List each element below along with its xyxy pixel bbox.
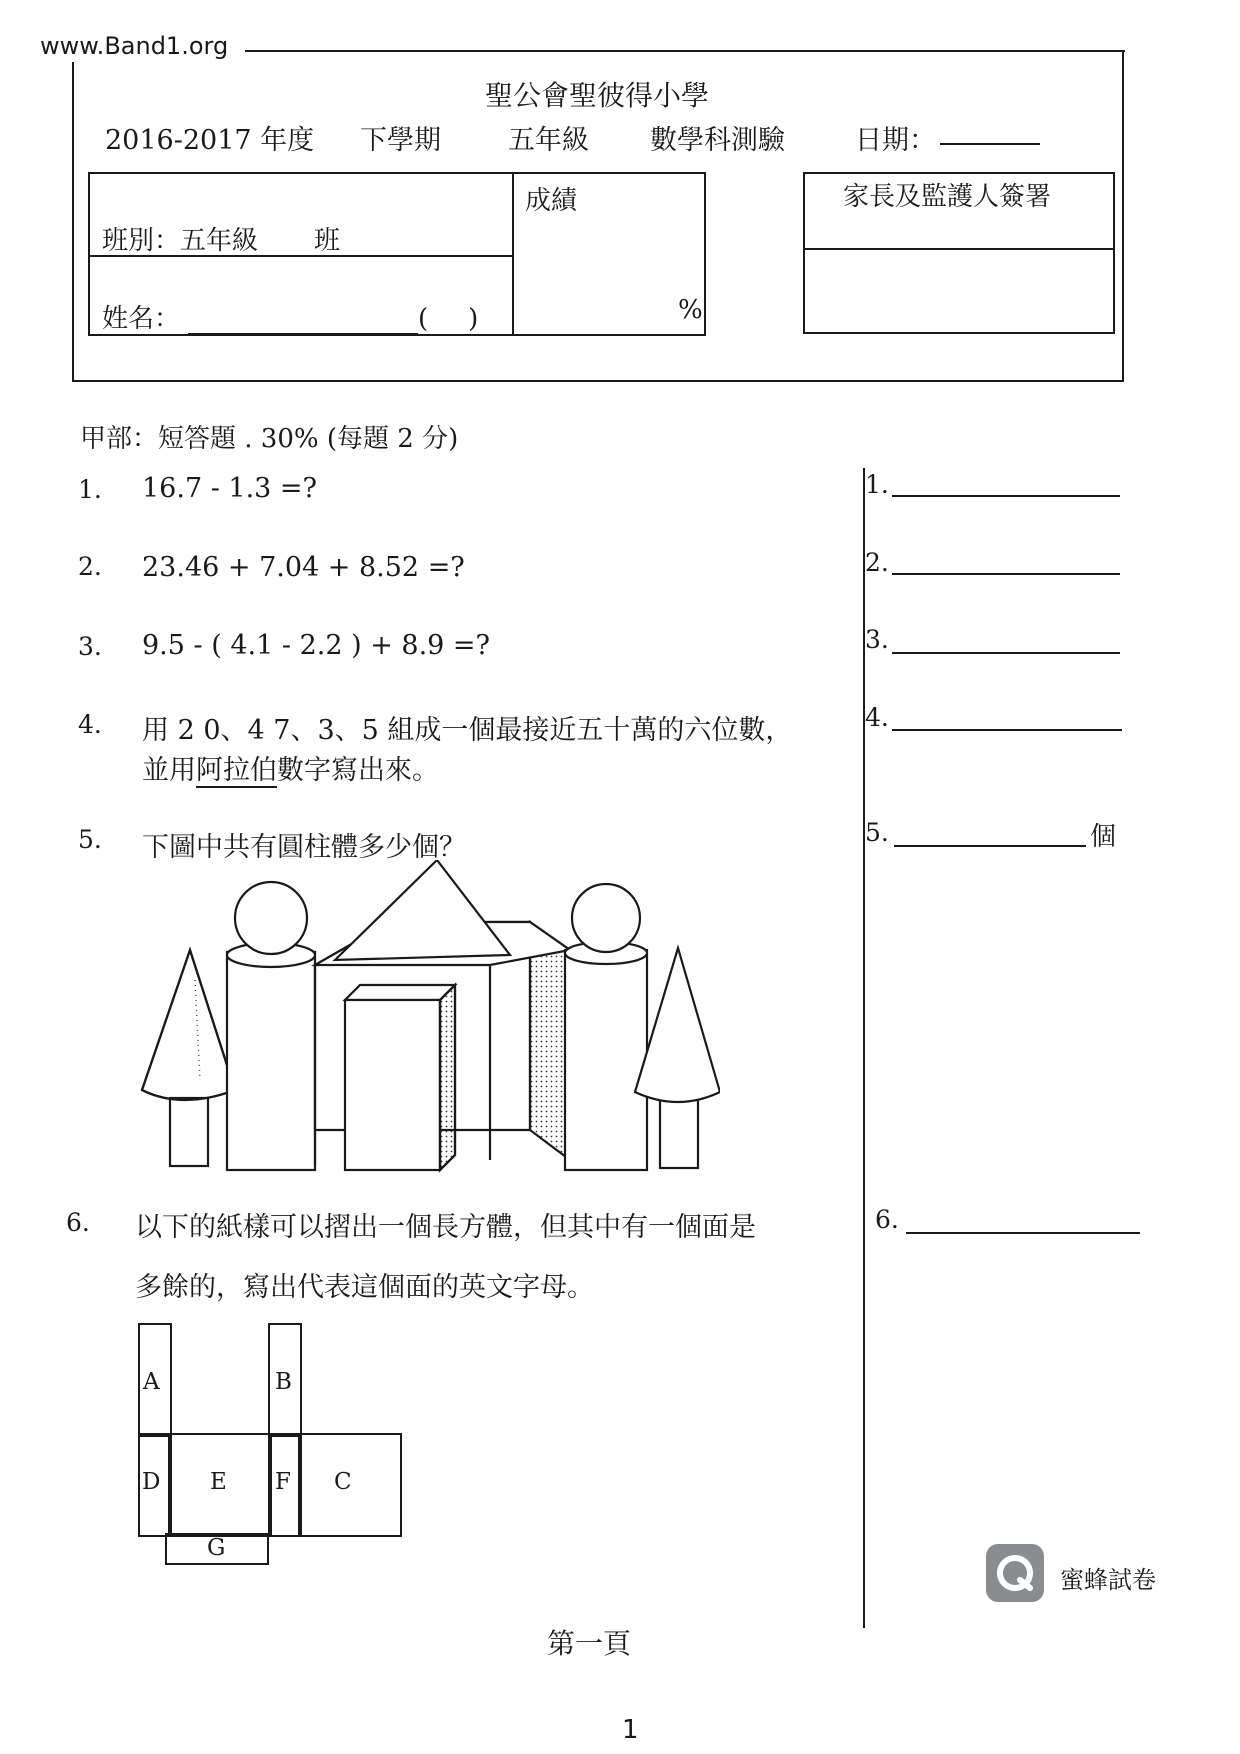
date-label: 日期： (855, 125, 936, 156)
left-cone-shape (142, 950, 235, 1166)
net-face-d: D (138, 1433, 172, 1537)
question-2-number: 2. (78, 552, 102, 581)
solids-figure (130, 860, 720, 1180)
header-frame-bottom (72, 380, 1124, 382)
net-face-b: B (268, 1323, 302, 1437)
answer-3-number: 3. (865, 625, 889, 654)
question-4-number: 4. (78, 710, 102, 739)
page-label: 第一頁 (547, 1627, 632, 1660)
question-3-text: 9.5 - ( 4.1 - 2.2 ) + 8.9 =? (142, 630, 491, 661)
school-name: 聖公會聖彼得小學 (485, 79, 710, 112)
answer-5-number: 5. (865, 818, 889, 847)
header-term: 下學期 (360, 125, 441, 156)
signature-area[interactable] (806, 252, 1110, 328)
student-info-divider-v (512, 172, 514, 334)
name-paren-close: ) (468, 304, 479, 334)
signature-divider (803, 248, 1113, 250)
answer-1-blank[interactable] (892, 495, 1120, 497)
question-4-underlined: 阿拉伯 (196, 755, 277, 786)
score-percent: % (678, 295, 703, 325)
answer-5-blank[interactable] (894, 845, 1086, 847)
question-5-text: 下圖中共有圓柱體多少個？ (142, 832, 466, 863)
answer-5-unit: 個 (1090, 822, 1117, 852)
question-3-number: 3. (78, 632, 102, 661)
header-grade: 五年級 (508, 125, 589, 156)
answer-4-blank[interactable] (892, 729, 1122, 731)
question-5-number: 5. (78, 825, 102, 854)
question-4-line2 (142, 748, 439, 787)
answer-1-number: 1. (865, 470, 889, 499)
net-face-e: E (168, 1433, 272, 1537)
front-box-shape (345, 985, 455, 1170)
question-6-number: 6. (66, 1208, 90, 1237)
left-sphere-cylinder-shape (227, 882, 315, 1170)
answer-6-number: 6. (875, 1205, 899, 1234)
answer-6-blank[interactable] (906, 1232, 1140, 1234)
answer-4-number: 4. (865, 703, 889, 732)
class-field (102, 220, 340, 257)
header-year: 2016-2017 年度 (105, 125, 315, 156)
bee-logo-icon (986, 1544, 1044, 1602)
header-subject: 數學科測驗 (650, 125, 785, 156)
answer-3-blank[interactable] (892, 652, 1120, 654)
signature-label: 家長及監護人簽署 (843, 182, 1052, 212)
name-label: 姓名： (102, 304, 181, 334)
score-label: 成績 (525, 186, 578, 216)
question-6-line1: 以下的紙樣可以摺出一個長方體，但其中有一個面是 (135, 1212, 756, 1243)
answer-2-blank[interactable] (892, 573, 1120, 575)
name-blank[interactable] (188, 333, 418, 335)
name-paren-open: ( (418, 304, 429, 334)
header-frame-right (1122, 50, 1124, 380)
date-blank[interactable] (940, 143, 1040, 145)
box-net-figure (135, 1323, 405, 1563)
header-frame-left (72, 62, 74, 382)
question-2-text: 23.46 + 7.04 + 8.52 =? (142, 552, 465, 583)
name-field (102, 298, 478, 335)
class-blank[interactable] (258, 255, 314, 257)
page-number: 1 (622, 1715, 639, 1745)
net-face-f: F (268, 1433, 302, 1537)
section-title: 甲部：短答題 . 30% (每題 2 分) (80, 424, 459, 454)
answer-2-number: 2. (865, 548, 889, 577)
net-face-a: A (138, 1323, 172, 1437)
class-suffix: 班 (314, 226, 341, 256)
net-face-c: C (298, 1433, 402, 1537)
question-1-text: 16.7 - 1.3 =? (142, 473, 318, 504)
watermark: www.Band1.org (40, 32, 229, 60)
right-sphere-cylinder-shape (565, 884, 647, 1170)
net-face-g: G (165, 1533, 269, 1565)
header-frame-top (245, 50, 1125, 52)
question-4-line2-post: 數字寫出來。 (277, 755, 439, 786)
question-6-line2: 多餘的，寫出代表這個面的英文字母。 (135, 1272, 594, 1303)
class-label: 班別：五年級 (102, 226, 259, 256)
question-1-number: 1. (78, 475, 102, 504)
question-4-line1: 用 2 0、4 7、3、5 組成一個最接近五十萬的六位數， (142, 715, 793, 746)
question-4-line2-pre: 並用 (142, 755, 196, 786)
logo-text: 蜜蜂試卷 (1060, 1566, 1156, 1594)
